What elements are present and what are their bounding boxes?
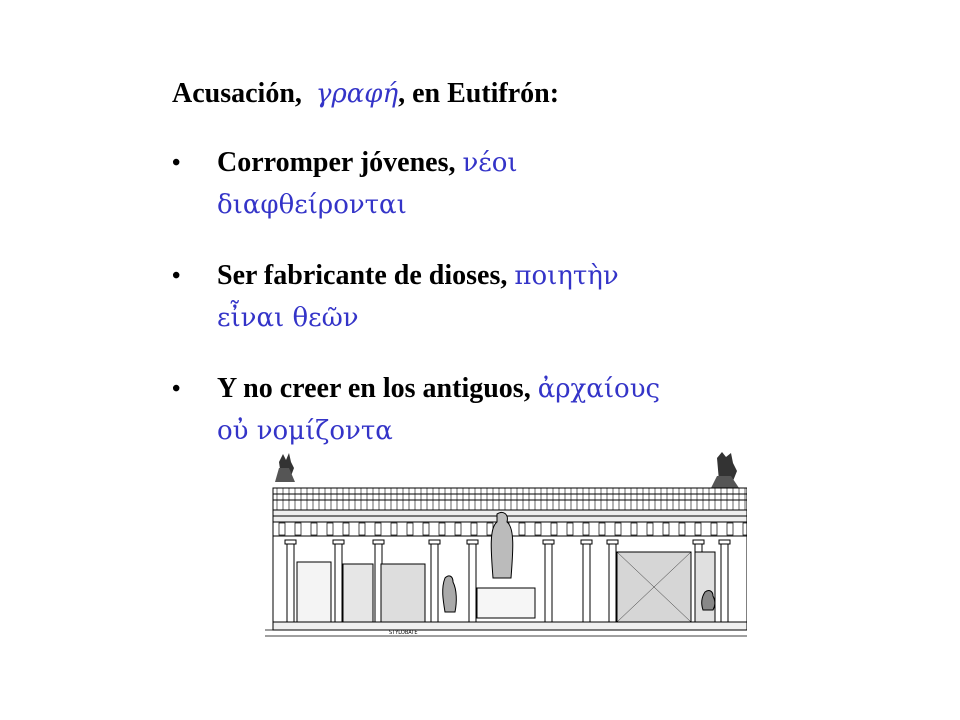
column-capital [607,540,618,544]
triglyph [391,523,397,535]
stoa-column [431,544,438,622]
title-text: Acusación, [172,78,302,109]
stoa-column [583,544,590,622]
slide-title [172,78,559,110]
bullet-greek-1: ἀρχαίους [537,374,661,404]
stoa-column [287,544,294,622]
triglyph [647,523,653,535]
roof-statue-left [275,453,295,482]
central-statue [477,512,535,618]
triglyph [583,523,589,535]
title-greek: γραφή [315,79,399,109]
triglyph [727,523,733,535]
triglyph [455,523,461,535]
triglyph [343,523,349,535]
triglyph [567,523,573,535]
stoa-column [335,544,342,622]
column-capital [693,540,704,544]
triglyph [327,523,333,535]
triglyph [679,523,685,535]
column-capital [719,540,730,544]
triglyph [711,523,717,535]
triglyph [743,523,747,535]
column-capital [285,540,296,544]
stoa-column [469,544,476,622]
column-capital [373,540,384,544]
roof-statue-right [711,452,739,488]
bullet-greek-1: ποιητὴν [514,261,619,291]
triglyph [295,523,301,535]
stoa-column [721,544,728,622]
triglyph [471,523,477,535]
bullet-text: Y no creer en los antiguos, [217,373,531,404]
triglyph [311,523,317,535]
bullet-marker: • [172,263,181,289]
column-capital [543,540,554,544]
bullet-greek-1: νέοι [462,148,518,178]
column-capital [467,540,478,544]
bullet-greek-2: οὐ νομίζοντα [217,416,393,446]
triglyph [375,523,381,535]
bullet-greek-2: εἶναι θεῶν [217,303,359,333]
stoa-column [545,544,552,622]
stylobate-label: STYLOBATE [389,630,418,636]
triglyph [423,523,429,535]
bullet-greek-2: διαφθείρονται [217,190,407,220]
column-capital [333,540,344,544]
triglyph [599,523,605,535]
stoa-column [609,544,616,622]
triglyph [519,523,525,535]
stoa-illustration [265,452,747,648]
column-capital [581,540,592,544]
triglyph [663,523,669,535]
title-suffix: , en Eutifrón: [398,78,560,109]
triglyph [359,523,365,535]
triglyph [439,523,445,535]
triglyph [615,523,621,535]
triglyph [279,523,285,535]
triglyph [551,523,557,535]
column-capital [429,540,440,544]
triglyph [407,523,413,535]
bullet-text: Ser fabricante de dioses, [217,260,508,291]
bullet-text: Corromper jóvenes, [217,147,456,178]
triglyph [535,523,541,535]
bullet-marker: • [172,150,181,176]
triglyph [695,523,701,535]
bullet-marker: • [172,376,181,402]
triglyph [631,523,637,535]
